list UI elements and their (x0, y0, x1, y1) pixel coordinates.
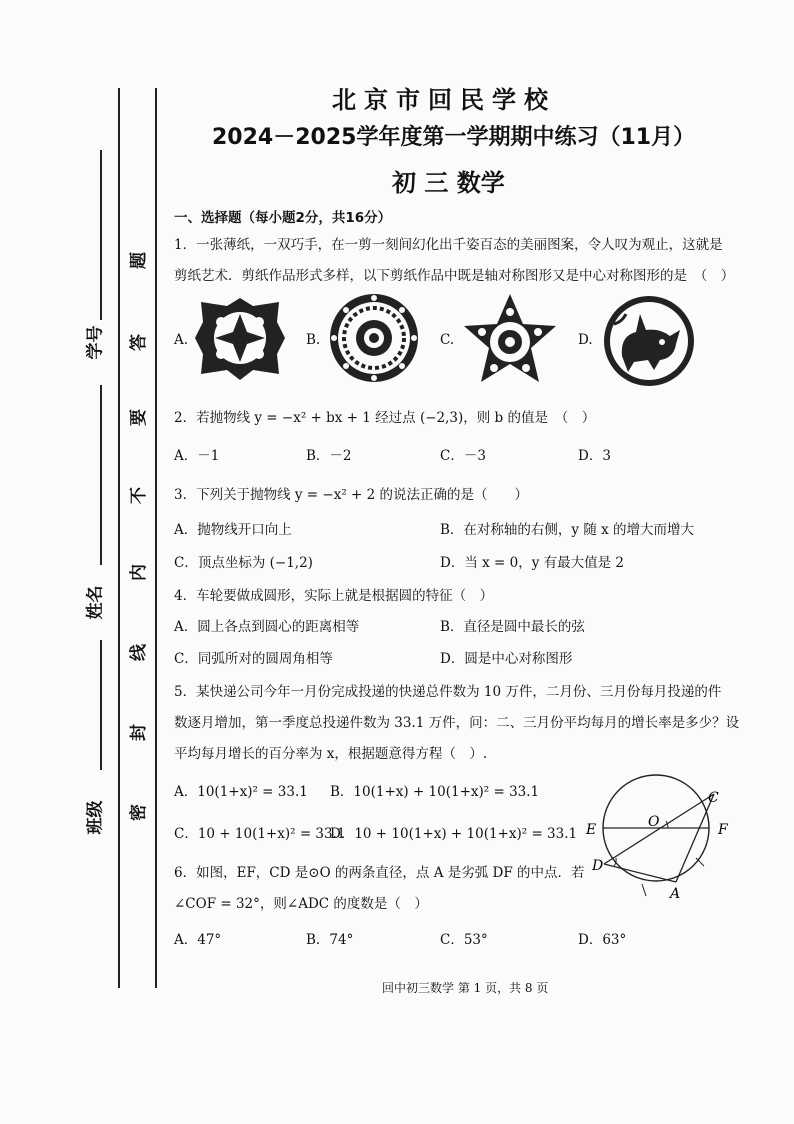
q3-option-d: D．当 x = 0，y 有最大值是 2 (440, 555, 625, 571)
q4-option-b: B．直径是圆中最长的弦 (440, 619, 585, 635)
q2-option-b: B．－2 (306, 448, 352, 464)
papercut-c-image (460, 290, 560, 388)
q3-text: 3．下列关于抛物线 y = −x² + 2 的说法正确的是（ ） (174, 487, 529, 503)
q3-option-a: A．抛物线开口向上 (174, 522, 292, 538)
point-o-label: O (648, 814, 660, 830)
seal-char-3: 要 (129, 409, 149, 426)
q4-text: 4．车轮要做成圆形，实际上就是根据圆的特征（ ） (174, 588, 494, 604)
q6-line1: 6．如图，EF，CD 是⊙O 的两条直径，点 A 是劣弧 DF 的中点．若 (174, 865, 585, 881)
point-a-label: A (670, 886, 681, 902)
q4-option-c: C．同弧所对的圆周角相等 (174, 651, 333, 667)
point-e-label: E (586, 822, 597, 838)
seal-char-4: 不 (129, 487, 149, 504)
papercut-d-image (600, 294, 698, 388)
q5-option-b: B．10(1+x) + 10(1+x)² = 33.1 (330, 784, 540, 800)
q1-option-b-label: B. (306, 332, 321, 348)
q2-option-d: D．3 (578, 448, 611, 464)
class-underline (100, 640, 102, 770)
q6-option-d: D．63° (578, 932, 627, 948)
seal-char-5: 内 (129, 564, 149, 581)
seal-char-6: 线 (129, 644, 149, 661)
q6-option-a: A．47° (174, 932, 222, 948)
q5-line3: 平均每月增长的百分率为 x，根据题意得方程（ ）. (174, 746, 488, 762)
subject-title: 初 三 数学 (392, 169, 505, 197)
q3-option-b: B．在对称轴的右侧，y 随 x 的增大而增大 (440, 522, 695, 538)
q1-option-c-label: C. (440, 332, 455, 348)
q1-option-d-label: D. (578, 332, 593, 348)
binding-line-inner (155, 88, 157, 988)
name-label: 姓名 (85, 585, 106, 620)
q2-option-c: C．－3 (440, 448, 486, 464)
q1-option-a-label: A. (174, 332, 189, 348)
q2-option-a: A．－1 (174, 448, 220, 464)
q5-option-a: A．10(1+x)² = 33.1 (174, 784, 308, 800)
student-id-underline (100, 150, 102, 320)
section-heading: 一、选择题（每小题2分，共16分） (174, 210, 392, 226)
binding-line-outer (118, 88, 120, 988)
circle-geometry-figure (584, 774, 744, 904)
page-footer: 回中初三数学 第 1 页，共 8 页 (382, 981, 549, 995)
q2-text: 2．若抛物线 y = −x² + bx + 1 经过点 (−2,3)，则 b 的值是 （ ） (174, 410, 596, 426)
q6-option-c: C．53° (440, 932, 488, 948)
seal-char-7: 封 (129, 724, 149, 741)
q4-option-d: D．圆是中心对称图形 (440, 651, 573, 667)
q5-line1: 5．某快递公司今年一月份完成投递的快递总件数为 10 万件，二月份、三月份每月投递的件 (174, 684, 722, 700)
q1-line2: 剪纸艺术．剪纸作品形式多样，以下剪纸作品中既是轴对称图形又是中心对称图形的是 （ ） (174, 268, 735, 284)
seal-char-2: 答 (129, 334, 149, 351)
q3-option-c: C．顶点坐标为 (−1,2) (174, 555, 313, 571)
class-label: 班级 (85, 800, 106, 835)
point-c-label: C (708, 790, 719, 806)
q5-option-c: C．10 + 10(1+x)² = 33.1 (174, 826, 346, 842)
point-f-label: F (718, 822, 728, 838)
student-id-label: 学号 (85, 325, 106, 360)
q6-line2: ∠COF = 32°，则∠ADC 的度数是（ ） (174, 896, 428, 912)
seal-char-8: 密 (129, 804, 149, 821)
school-title: 北京市回民学校 (332, 86, 556, 114)
seal-char-1: 题 (129, 252, 149, 269)
q5-option-d: D．10 + 10(1+x) + 10(1+x)² = 33.1 (330, 826, 578, 842)
q5-line2: 数逐月增加，第一季度总投递件数为 33.1 万件，问：二、三月份平均每月的增长率是多少？设 (174, 715, 740, 731)
q4-option-a: A．圆上各点到圆心的距离相等 (174, 619, 360, 635)
point-d-label: D (592, 858, 604, 874)
papercut-b-image (324, 290, 424, 386)
papercut-a-image (191, 292, 289, 384)
name-underline (100, 385, 102, 565)
q6-option-b: B．74° (306, 932, 354, 948)
q1-line1: 1．一张薄纸，一双巧手，在一剪一刻间幻化出千姿百态的美丽图案，令人叹为观止，这就是 (174, 237, 723, 253)
exam-title: 2024－2025学年度第一学期期中练习（11月） (212, 125, 696, 150)
